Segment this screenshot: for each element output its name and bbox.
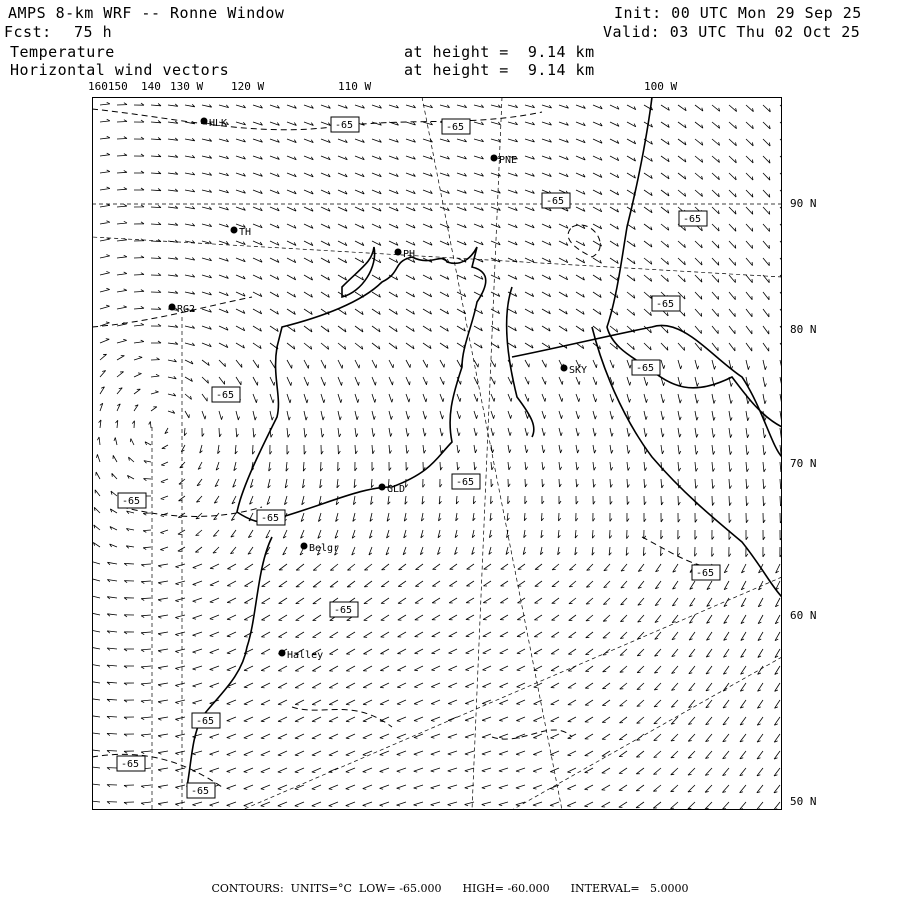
contour-label-text: -65 (656, 299, 675, 310)
lon-label-120w: 120 W (231, 80, 265, 93)
lon-label-160-150: 160150 (88, 80, 128, 93)
ice-shelf-edge (507, 287, 782, 597)
station-label-pne: PNE (499, 155, 518, 166)
lat-label-90n: 90 N (790, 197, 817, 210)
contour-label-text: -65 (216, 390, 235, 401)
station-label-rg2: RG2 (177, 304, 196, 315)
contour-label-text: -65 (696, 568, 715, 579)
coastline-north (607, 97, 782, 427)
contour-label-text: -65 (546, 196, 565, 207)
height-wind: at height = 9.14 km (404, 61, 595, 79)
height-temperature: at height = 9.14 km (404, 43, 595, 61)
field-wind: Horizontal wind vectors (10, 61, 230, 79)
station-label-gld: GLD (387, 484, 406, 495)
station-label-belgr: Belgr (309, 543, 340, 554)
lat-label-50n: 50 N (790, 795, 817, 808)
contour-label-text: -65 (446, 122, 465, 133)
contour-label-text: -65 (683, 214, 702, 225)
coastline (187, 97, 782, 787)
contour-label-text: -65 (456, 477, 475, 488)
forecast-label: Fcst: (4, 23, 52, 41)
map-panel (92, 97, 782, 810)
station-dot-rg2 (169, 304, 176, 311)
station-label-halley: Halley (287, 650, 324, 661)
station-dot-gld (379, 484, 386, 491)
forecast-value: 75 h (74, 23, 113, 41)
contour-label-text: -65 (121, 759, 140, 770)
contour-label-text: -65 (334, 605, 353, 616)
contour-info-footer: CONTOURS: UNITS=°C LOW= -65.000 HIGH= -60.000 INTERVAL= 5.0000 (211, 882, 689, 895)
station-label-ph: PH (403, 249, 416, 260)
station-label-sky: SKY (569, 365, 588, 376)
field-temperature: Temperature (10, 43, 115, 61)
station-dot-belgr (301, 543, 308, 550)
contour-label-text: -65 (261, 513, 280, 524)
station-label-th: TH (239, 227, 252, 238)
lon-label-140: 140 (141, 80, 161, 93)
wind-vector-field (92, 102, 782, 810)
graticule (92, 97, 782, 810)
station-dot-th (231, 227, 238, 234)
contour-label-text: -65 (191, 786, 210, 797)
lat-label-70n: 70 N (790, 457, 817, 470)
coastline-west (187, 537, 272, 787)
station-dot-hlk (201, 118, 208, 125)
station-label-hlk: HLK (209, 118, 228, 129)
station-dot-pne (491, 155, 498, 162)
contour-label-text: -65 (196, 716, 215, 727)
lat-label-60n: 60 N (790, 609, 817, 622)
coastline-island (342, 247, 375, 297)
wind-vectors (92, 102, 782, 810)
map-title: AMPS 8-km WRF -- Ronne Window (8, 4, 285, 22)
init-time: Init: 00 UTC Mon 29 Sep 25 (614, 4, 862, 22)
station-dot-ph (395, 249, 402, 256)
contour-label-text: -65 (122, 496, 141, 507)
contour-label-text: -65 (335, 120, 354, 131)
station-dot-halley (279, 650, 286, 657)
lat-label-80n: 80 N (790, 323, 817, 336)
lon-label-110w: 110 W (338, 80, 372, 93)
station-dot-sky (561, 365, 568, 372)
contour-label-text: -65 (636, 363, 655, 374)
coastline-east (512, 325, 782, 457)
lon-label-130w: 130 W (170, 80, 204, 93)
lon-label-100w: 100 W (644, 80, 678, 93)
valid-time: Valid: 03 UTC Thu 02 Oct 25 (603, 23, 861, 41)
